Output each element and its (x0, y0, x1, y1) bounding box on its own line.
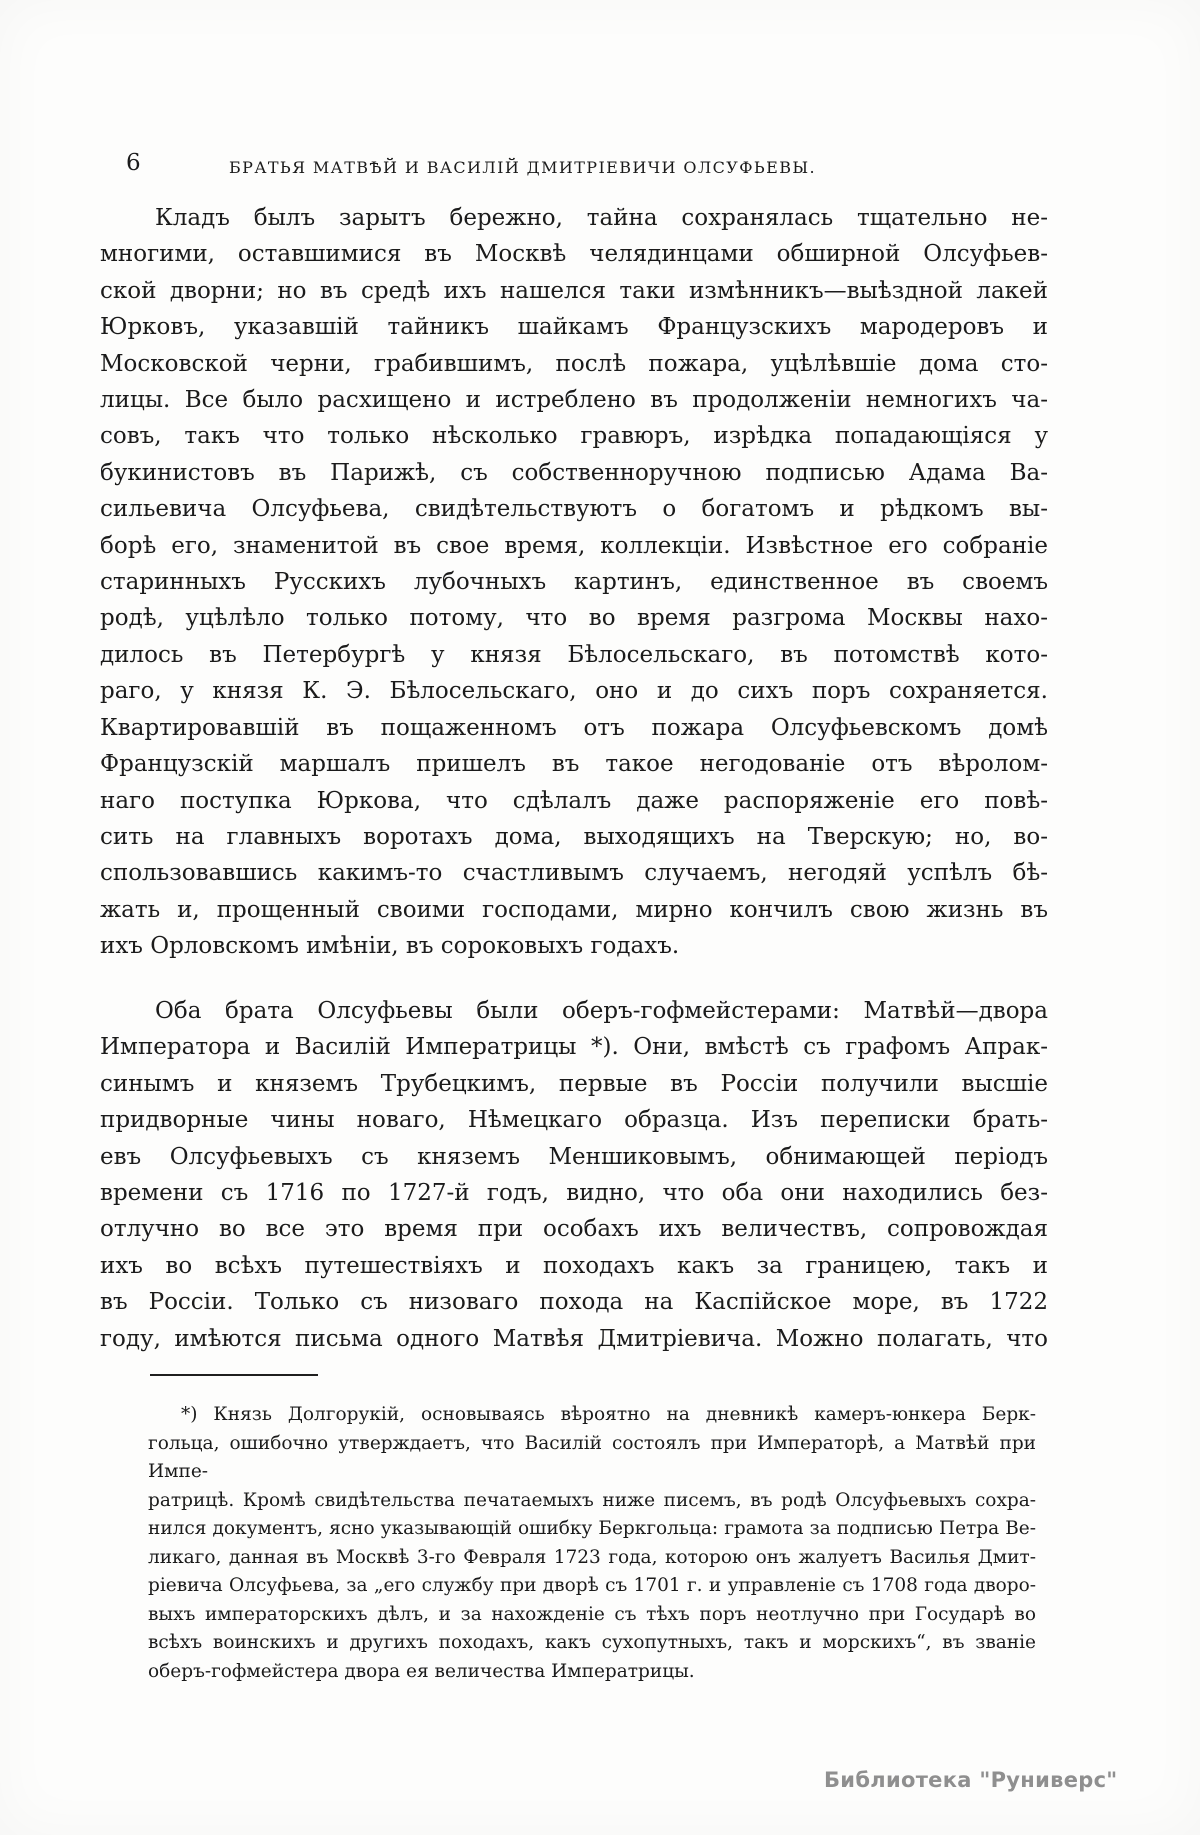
text-line: ликаго, данная въ Москвѣ 3-го Февраля 1723 года, которою онъ жалуетъ Василья Дмит- (148, 1546, 1036, 1568)
text-line: букинистовъ въ Парижѣ, съ собственноручною подписью Адама Ва- (100, 459, 1048, 486)
text-line: многими, оставшимися въ Москвѣ челядинцами обширной Олсуфьев- (100, 241, 1048, 268)
text-line: жать и, прощенный своими господами, мирно кончилъ свою жизнь въ (100, 896, 1048, 923)
library-watermark: Библиотека "Руниверс" (824, 1768, 1118, 1792)
text-line: придворные чины новаго, Нѣмецкаго образца. Изъ переписки брать- (100, 1107, 1048, 1134)
text-line: сильевича Олсуфьева, свидѣтельствуютъ о богатомъ и рѣдкомъ вы- (100, 496, 1048, 523)
text-line: Императора и Василій Императрицы *). Они, вмѣстѣ съ графомъ Апрак- (100, 1034, 1048, 1061)
body-paragraph-2 (100, 993, 1048, 1357)
text-line: ратрицѣ. Кромѣ свидѣтельства печатаемыхъ ниже писемъ, въ родѣ Олсуфьевыхъ сохра- (148, 1489, 1036, 1511)
text-line: ихъ во всѣхъ путешествіяхъ и походахъ какъ за границею, такъ и (100, 1252, 1048, 1279)
text-line: нился документъ, ясно указывающій ошибку Беркгольца: грамота за подписью Петра Ве- (148, 1518, 1036, 1539)
text-line: лицы. Все было расхищено и истреблено въ продолженіи немногихъ ча- (100, 387, 1048, 414)
text-line: борѣ его, знаменитой въ свое время, коллекціи. Извѣстное его собраніе (100, 532, 1048, 559)
text-line: году, имѣются письма одного Матвѣя Дмитріевича. Можно полагать, что (100, 1325, 1048, 1352)
text-line: въ Россіи. Только съ низоваго похода на Каспійское море, въ 1722 (100, 1289, 1048, 1316)
text-line: *) Князь Долгорукій, основываясь вѣроятно на дневникѣ камеръ-юнкера Берк- (181, 1404, 1036, 1425)
text-line: времени съ 1716 по 1727-й годъ, видно, что оба они находились без- (100, 1180, 1048, 1207)
text-line: Оба брата Олсуфьевы были оберъ-гофмейстерами: Матвѣй—двора (155, 998, 1048, 1024)
text-line: совъ, такъ что только нѣсколько гравюръ, изрѣдка попадающіяся у (100, 423, 1048, 450)
text-line: Московской черни, грабившимъ, послѣ пожара, уцѣлѣвшіе дома сто- (100, 350, 1048, 377)
text-line: ихъ Орловскомъ имѣніи, въ сороковыхъ годахъ. (100, 933, 680, 960)
text-line: родѣ, уцѣлѣло только потому, что во время разгрома Москвы нахо- (100, 605, 1048, 632)
text-line: всѣхъ воинскихъ и другихъ походахъ, какъ сухопутныхъ, такъ и морскихъ“, въ званіе (148, 1632, 1036, 1653)
text-line: наго поступка Юркова, что сдѣлалъ даже распоряженіе его повѣ- (100, 787, 1048, 814)
text-line: Кладъ былъ зарытъ бережно, тайна сохранялась тщательно не- (155, 205, 1048, 231)
text-line: оберъ-гофмейстера двора ея величества Императрицы. (148, 1660, 695, 1682)
text-line: синымъ и княземъ Трубецкимъ, первые въ Россіи получили высшіе (100, 1070, 1048, 1097)
text-line: ской дворни; но въ средѣ ихъ нашелся таки измѣнникъ—выѣздной лакей (100, 277, 1048, 304)
text-line: Юрковъ, указавшій тайникъ шайкамъ Французскихъ мародеровъ и (100, 314, 1048, 341)
text-line: отлучно во все это время при особахъ ихъ величествъ, сопровождая (100, 1216, 1048, 1243)
text-line: дилось въ Петербургѣ у князя Бѣлосельскаго, въ потомствѣ кото- (100, 641, 1048, 668)
running-title: БРАТЬЯ МАТВѢЙ И ВАСИЛІЙ ДМИТРІЕВИЧИ ОЛСУФЬЕВЫ. (229, 158, 816, 177)
page-number: 6 (126, 150, 141, 176)
text-line: Французскій маршалъ пришелъ въ такое негодованіе отъ вѣролом- (100, 751, 1048, 778)
text-line: раго, у князя К. Э. Бѣлосельскаго, оно и до сихъ поръ сохраняется. (100, 678, 1048, 705)
text-line: выхъ императорскихъ дѣлъ, и за нахожденіе съ тѣхъ поръ неотлучно при Государѣ во (148, 1603, 1036, 1625)
text-line: ріевича Олсуфьева, за „его службу при дворѣ съ 1701 г. и управленіе съ 1708 года дворо- (148, 1575, 1036, 1596)
text-line: старинныхъ Русскихъ лубочныхъ картинъ, единственное въ своемъ (100, 569, 1048, 596)
body-paragraph-1 (100, 200, 1048, 965)
text-line: гольца, ошибочно утверждаетъ, что Василій состоялъ при Императорѣ, а Матвѣй при Импе- (148, 1432, 1036, 1482)
text-line: Квартировавшій въ пощаженномъ отъ пожара Олсуфьевскомъ домѣ (100, 714, 1048, 741)
text-line: сить на главныхъ воротахъ дома, выходящихъ на Тверскую; но, во- (100, 823, 1048, 850)
text-line: евъ Олсуфьевыхъ съ княземъ Меншиковымъ, обнимающей періодъ (100, 1143, 1048, 1170)
text-line: спользовавшись какимъ-то счастливымъ случаемъ, негодяй успѣлъ бѣ- (100, 860, 1048, 887)
footnote-separator (150, 1374, 318, 1376)
footnote (148, 1401, 1036, 1686)
